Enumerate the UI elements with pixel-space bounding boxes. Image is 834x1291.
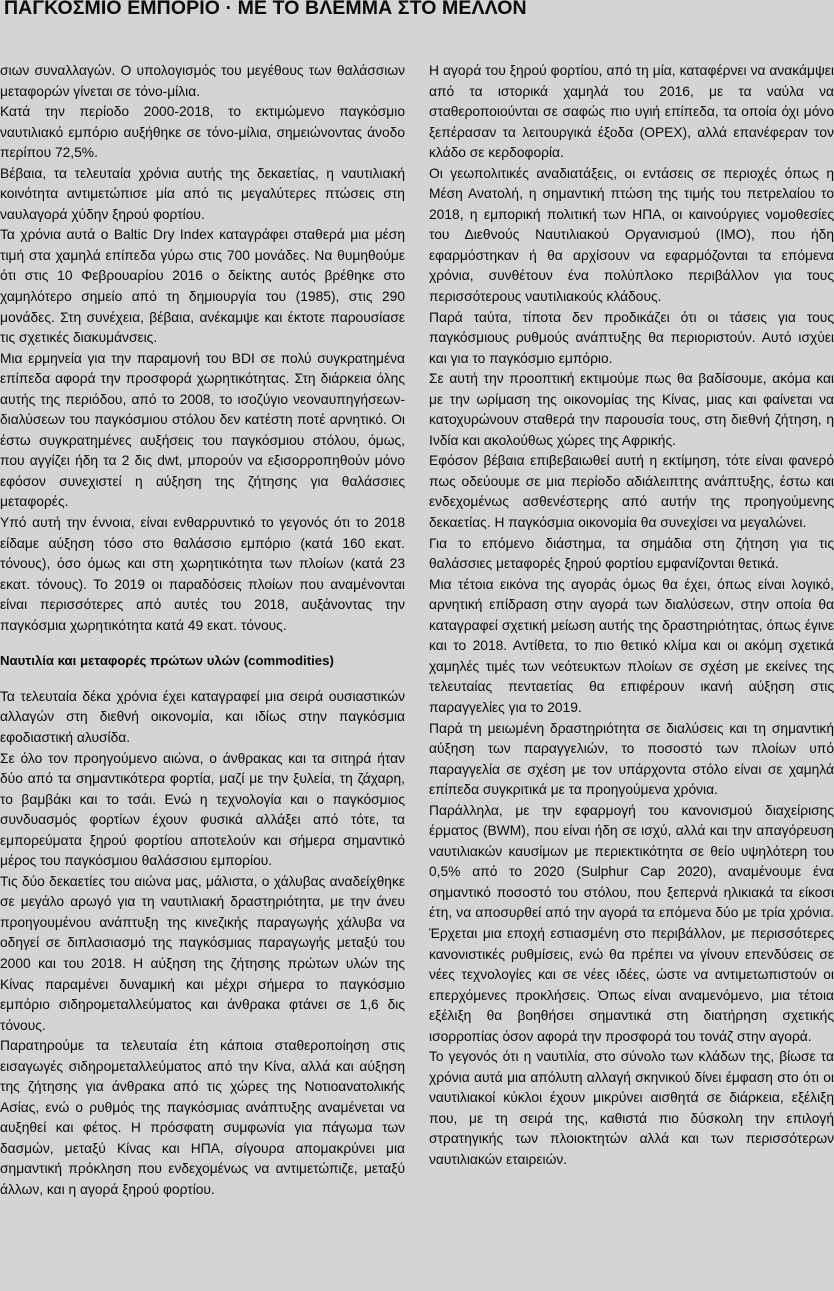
paragraph: Τις δύο δεκαετίες του αιώνα μας, μάλιστα, ο χάλυβας αναδείχθηκε σε μεγάλο αρωγό για τη ναυτιλιακή δραστηριότητα, με την άνευ προηγουμένου ανάπτυξη της κινεζικής παραγωγής χάλυβα να οδηγεί σε διπλασιασμό της παγκόσμιας παραγωγής μεταξύ του 2000 και του 2018. Η αύξηση της ζήτησης πρώτων υλών της Κίνας παραμένει δυναμική και μέχρι σήμερα το παγκόσμιο εμπόριο σιδηρομεταλλεύματος και άνθρακα φτάνει σε 1,6 δις τόνους. (0, 873, 405, 1033)
running-head-title: ΠΑΓΚΟΣΜΙΟ ΕΜΠΟΡΙΟ · ΜΕ ΤΟ ΒΛΕΜΜΑ ΣΤΟ ΜΕΛΛΟΝ (4, 0, 527, 19)
paragraph: Βέβαια, τα τελευταία χρόνια αυτής της δεκαετίας, η ναυτιλιακή κοινότητα αντιμετώπισε μία από τις μεγαλύτερες πτώσεις στη ναυλαγορά χύδην ξηρού φορτίου. (0, 165, 405, 222)
paragraph: Τα χρόνια αυτά ο Baltic Dry Index καταγράφει σταθερά μια μέση τιμή στα χαμηλά επίπεδα γύρω στις 700 μονάδες. Να θυμηθούμε ότι στις 10 Φεβρουαρίου 2016 ο δείκτης αυτός βρέθηκε στο χαμηλότερο σημείο από τη δημιουργία του (1985), στις 290 μονάδες. Στη συνέχεια, βέβαια, ανέκαμψε και έκτοτε παρουσίασε τις σχετικές διακυμάνσεις. (0, 227, 405, 346)
paragraph: σιων συναλλαγών. Ο υπολογισμός του μεγέθους των θαλάσσιων μεταφορών γίνεται σε τόνο-μίλια. (0, 63, 405, 99)
paragraph: Κατά την περίοδο 2000-2018, το εκτιμώμενο παγκόσμιο ναυτιλιακό εμπόριο αυξήθηκε σε τόνο-μίλια, σημειώνοντας άνοδο περίπου 72,5%. (0, 104, 405, 161)
paragraph: Παρατηρούμε τα τελευταία έτη κάποια σταθεροποίηση στις εισαγωγές σιδηρομεταλλεύματος από την Κίνα, αλλά και αύξηση της ζήτησης για άνθρακα από τις χώρες της Νοτιοανατολικής Ασίας, ενώ ο ρυθμός της παγκόσμιας ανάπτυξης αναμένεται να αυξηθεί και φέτος. Η πρόσφατη συμφωνία για πάγωμα των δασμών, μεταξύ Κίνας και ΗΠΑ, σίγουρα απομακρύνει μια σημαντική πρόκληση που ενδεχομένως να αντιμετώπιζε, μεταξύ άλλων, και η αγορά ξηρού φορτίου. (0, 1038, 405, 1197)
paragraph: Εφόσον βέβαια επιβεβαιωθεί αυτή η εκτίμηση, τότε είναι φανερό πως οδεύουμε σε μια περίοδο αδιάλειπτης ανάπτυξης, έστω και ενδεχομένως ασθενέστερης από αυτήν της προηγούμενης δεκαετίας. Η παγκόσμια οικονομία θα συνεχίσει να μεγαλώνει. (429, 453, 834, 531)
section-subheading: Ναυτιλία και μεταφορές πρώτων υλών (commodities) (0, 653, 334, 669)
paragraph: Σε όλο τον προηγούμενο αιώνα, ο άνθρακας και τα σιτηρά ήταν δύο από τα σημαντικότερα φορτία, μαζί με την ξυλεία, τη ζάχαρη, το βαμβάκι και το τσάι. Ενώ η τεχνολογία και ο παγκόσμιος συνδυασμός φορτίων έχουν φυσικά αλλάξει από τότε, τα εμπορεύματα ξηρού φορτίου αποτελούν και σήμερα σημαντικό μέρος του παγκόσμιου θαλάσσιου εμπορίου. (0, 750, 405, 869)
paragraph: Η αγορά του ξηρού φορτίου, από τη μία, καταφέρνει να ανακάμψει από τα ιστορικά χαμηλά του 2016, με τα ναύλα να σταθεροποιούνται σε σαφώς πιο υγιή επίπεδα, τα οποία όχι μόνο ξεπέρασαν τα λειτουργικά έξοδα (OPEX), αλλά επανέφεραν τον κλάδο σε κερδοφορία. (429, 63, 834, 161)
paragraph: Παρά ταύτα, τίποτα δεν προδικάζει ότι οι τάσεις για τους παγκόσμιους ρυθμούς ανάπτυξης θα περιοριστούν. Αυτό ισχύει και για το παγκόσμιο εμπόριο. (429, 309, 834, 366)
paragraph: Μια τέτοια εικόνα της αγοράς όμως θα έχει, όπως είναι λογικό, αρνητική επίδραση στην αγορά των διαλύσεων, στην οποία θα καταγραφεί σχετική μείωση αυτής της δραστηριότητας, όπως έγινε και το 2018. Αντίθετα, το πιο θετικό κλίμα και οι ακόμη σχετικά χαμηλές τιμές των νεότευκτων πλοίων σε σχέση με εκείνες της τελευταίας πενταετίας θα επιφέρουν ικανή αύξηση στις παραγγελίες για το 2019. (429, 576, 834, 715)
paragraph: Για το επόμενο διάστημα, τα σημάδια στη ζήτηση για τις θαλάσσιες μεταφορές ξηρού φορτίου εμφανίζονται θετικά. (429, 535, 834, 572)
paragraph: Παρά τη μειωμένη δραστηριότητα σε διαλύσεις και τη σημαντική αύξηση των παραγγελιών, το ποσοστό των πλοίων υπό παραγγελία σε σχέση με τον υπάρχοντα στόλο είναι σε χαμηλά επίπεδα συγκριτικά με τα προηγούμενα χρόνια. (429, 720, 834, 798)
paragraph: Μια ερμηνεία για την παραμονή του BDI σε πολύ συγκρατημένα επίπεδα αφορά την προσφορά χωρητικότητας. Στη διάρκεια όλης αυτής της περιόδου, από το 2008, το ισοζύγιο νεοναυπηγήσεων-διαλύσεων του παγκόσμιου στόλου δεν κατέστη ποτέ αρνητικό. Οι έστω συγκρατημένες αυξήσεις του παγκόσμιου στόλου, όμως, που αγγίζει ήδη τα 2 δις dwt, μπορούν να εξισορροπηθούν μόνο εφόσον συνεχιστεί η αύξηση της ζήτησης για θαλάσσιες μεταφορές. (0, 350, 405, 510)
paragraph: Το γεγονός ότι η ναυτιλία, στο σύνολο των κλάδων της, βίωσε τα χρόνια αυτά μια απόλυτη αλλαγή σκηνικού δίνει έμφαση στο ότι οι ναυτιλιακοί κύκλοι έχουν μικρύνει αισθητά σε διάρκεια, εξέλιξη που, με τη σειρά της, καθιστά πιο δύσκολη την επιλογή στρατηγικής των πλοιοκτητών αλλά και των περισσότερων ναυτιλιακών εταιρειών. (429, 1049, 834, 1167)
paragraph: Παράλληλα, με την εφαρμογή του κανονισμού διαχείρισης έρματος (BWM), που είναι ήδη σε ισχύ, αλλά και την απαγόρευση ναυτιλιακών καυσίμων με περιεκτικότητα σε θείο υψηλότερη του 0,5% από το 2020 (Sulphur Cap 2020), αναμένουμε ένα σημαντικό ποσοστό του στόλου, που ξεπερνά ηλικιακά τα είκοσι έτη, να αποσυρθεί από την αγορά τα επόμενα δύο με τρία χρόνια. Έρχεται μια εποχή εστιασμένη στο περιβάλλον, με περισσότερες κανονιστικές ρυθμίσεις, ενώ θα πρέπει να γίνουν επενδύσεις σε νέες τεχνολογίες και σε νέες ιδέες, ώστε να αντιμετωπιστούν οι επερχόμενες προκλήσεις. Όπως είναι αναμενόμενο, μια τέτοια εξέλιξη θα βοηθήσει σημαντικά στη διατήρηση σχετικής ισορροπίας όσον αφορά την προσφορά του τονάζ στην αγορά. (429, 802, 834, 1044)
paragraph: Υπό αυτή την έννοια, είναι ενθαρρυντικό το γεγονός ότι το 2018 είδαμε αύξηση τόσο στο θαλάσσιο εμπόριο (κατά 160 εκατ. τόνους), όσο όμως και στη χωρητικότητα των πλοίων (κατά 23 εκατ. τόνους). Το 2019 οι παραδόσεις πλοίων που αναμένονται είναι περισσότερες από αυτές του 2018, αυξάνοντας την παγκόσμια χωρητικότητα κατά 49 εκατ. τόνους. (0, 515, 405, 633)
paragraph: Οι γεωπολιτικές αναδιατάξεις, οι εντάσεις σε περιοχές όπως η Μέση Ανατολή, η σημαντική πτώση της τιμής του πετρελαίου το 2018, η εμπορική πολιτική των ΗΠΑ, οι καινούργιες νομοθεσίες του Διεθνούς Ναυτιλιακού Οργανισμού (IMO), που ήδη εφαρμόστηκαν ή θα αρχίσουν να εφαρμόζονται τα επόμενα χρόνια, συνθέτουν ένα πολύπλοκο περιβάλλον για τους περισσότερους ναυτιλιακούς κλάδους. (429, 165, 834, 305)
page-header (0, 0, 834, 24)
paragraph: Σε αυτή την προοπτική εκτιμούμε πως θα βαδίσουμε, ακόμα και με την ωρίμαση της οικονομίας της Κίνας, μιας και φαίνεται να κατοχυρώνουν σταθερά την παρουσία τους, στη διεθνή ζήτηση, η Ινδία και ακολούθως χώρες της Αφρικής. (429, 371, 834, 448)
right-column (429, 61, 834, 1171)
left-column (0, 61, 405, 1201)
paragraph: Τα τελευταία δέκα χρόνια έχει καταγραφεί μια σειρά ουσιαστικών αλλαγών στη διεθνή οικονομία, και ιδίως στην παγκόσμια εφοδιαστική αλυσίδα. (0, 688, 405, 745)
